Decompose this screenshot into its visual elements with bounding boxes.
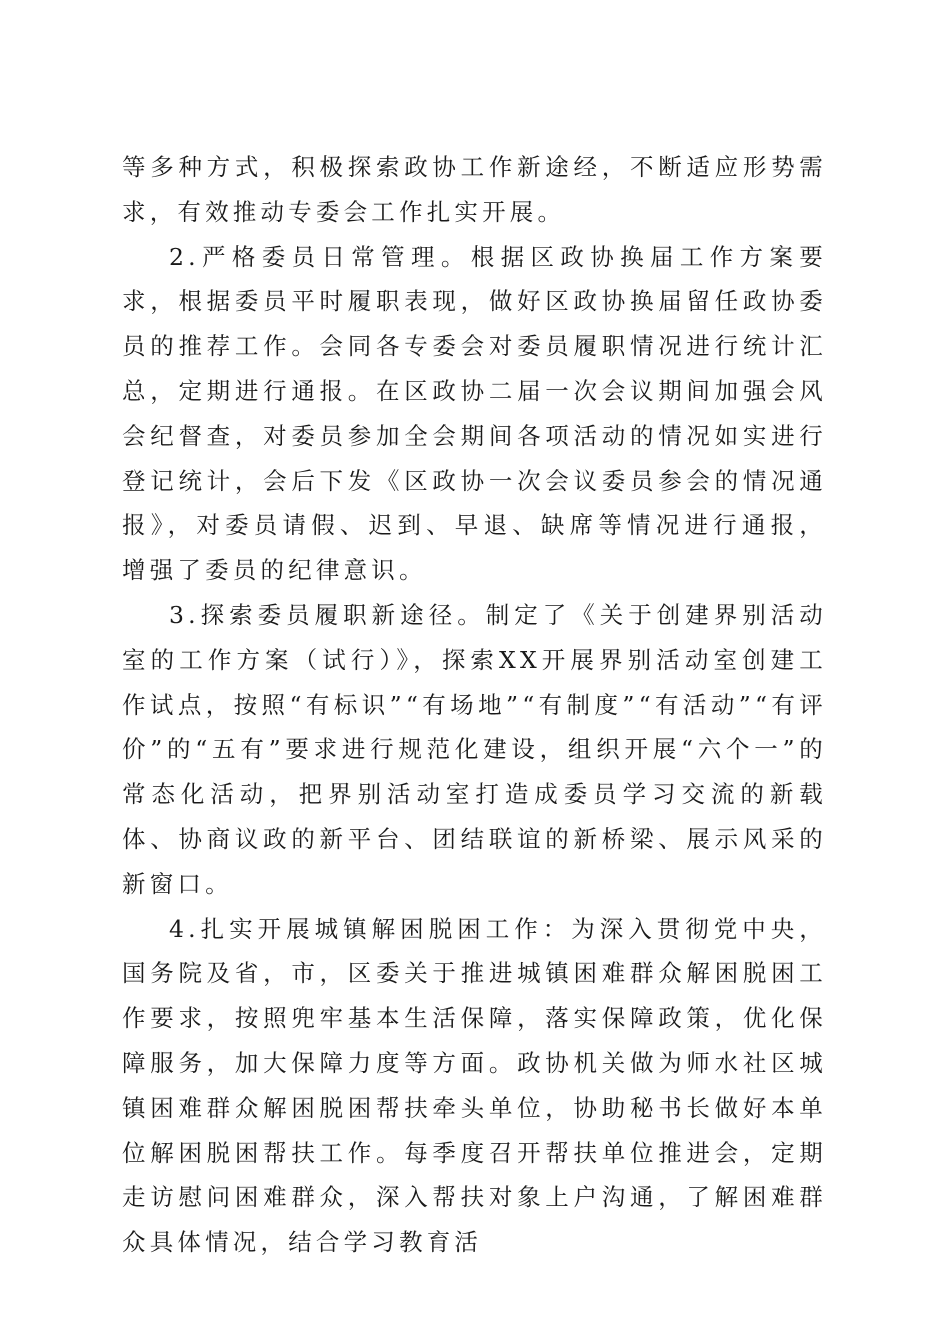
paragraph-item-4: 4.扎实开展城镇解困脱困工作：为深入贯彻党中央，国务院及省，市，区委关于推进城镇困难群众解困脱困工作要求，按照兜牢基本生活保障，落实保障政策，优化保障服务，加大保障力度等方面。政协机关做为师水社区城镇困难群众解困脱困帮扶牵头单位，协助秘书长做好本单位解困脱困帮扶工作。每季度召开帮扶单位推进会，定期走访慰问困难群众，深入帮扶对象上户沟通，了解困难群众具体情况，结合学习教育活 <box>122 914 827 1257</box>
paragraph-item-2: 2.严格委员日常管理。根据区政协换届工作方案要求，根据委员平时履职表现，做好区政协换届留任政协委员的推荐工作。会同各专委会对委员履职情况进行统计汇总，定期进行通报。在区政协二届一次会议期间加强会风会纪督查，对委员参加全会期间各项活动的情况如实进行登记统计，会后下发《区政协一次会议委员参会的情况通报》，对委员请假、迟到、早退、缺席等情况进行通报，增强了委员的纪律意识。 <box>122 242 827 585</box>
document-body <box>122 145 827 1265</box>
paragraph-item-3: 3.探索委员履职新途径。制定了《关于创建界别活动室的工作方案（试行）》，探索XX开展界别活动室创建工作试点，按照“有标识”“有场地”“有制度”“有活动”“有评价”的“五有”要求进行规范化建设，组织开展“六个一”的常态化活动，把界别活动室打造成委员学习交流的新载体、协商议政的新平台、团结联谊的新桥梁、展示风采的新窗口。 <box>122 600 827 898</box>
paragraph-continuation: 等多种方式，积极探索政协工作新途经，不断适应形势需求，有效推动专委会工作扎实开展。 <box>122 153 827 226</box>
